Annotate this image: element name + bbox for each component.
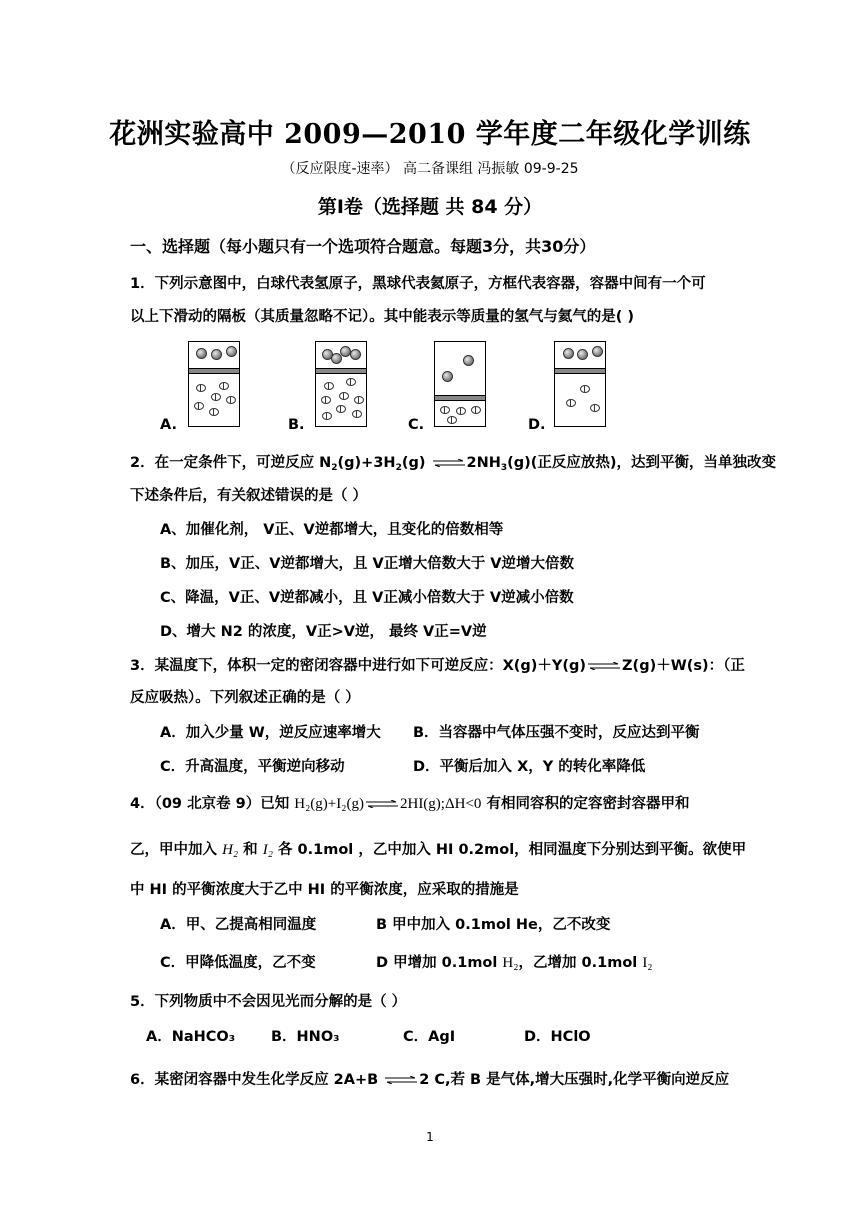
container-d-diagram: [554, 341, 606, 427]
q3-text-b: Z(g)＋W(s)：（正: [622, 658, 745, 674]
q3-option-b: B．当容器中气体压强不变时，反应达到平衡: [413, 725, 700, 741]
q4-line3: 中 HI 的平衡浓度大于乙中 HI 的平衡浓度，应采取的措施是: [130, 882, 519, 898]
q4-option-d: [376, 951, 653, 972]
q2-option-d: D、增大 N2 的浓度，V正>V逆， 最终 V正=V逆: [160, 624, 487, 640]
option-d-label: D.: [528, 417, 546, 433]
q6-line1: [130, 1068, 729, 1089]
q5-option-c: C．AgI: [403, 1029, 456, 1045]
q2-text-a: 2．在一定条件下，可逆反应 N: [130, 455, 332, 471]
option-c-label: C.: [408, 417, 425, 433]
equilibrium-arrow-icon: [385, 1076, 417, 1084]
option-a-label: A.: [160, 417, 177, 433]
q2-text-b: (g)+3H: [337, 455, 396, 471]
q4-option-a: A．甲、乙提高相同温度: [160, 917, 317, 933]
equilibrium-arrow-icon: [366, 800, 398, 808]
q4-option-d-h2: H₂: [502, 955, 519, 971]
q4-text-e: 各 0.1mol ，乙中加入 HI 0.2mol，相同温度下分别达到平衡。欲使甲: [272, 842, 747, 858]
q4-option-b: B 甲中加入 0.1mol He，乙不改变: [376, 917, 611, 933]
q4-h2: H₂: [222, 842, 239, 858]
q4-i2: I₂: [262, 842, 273, 858]
section-heading: 一、选择题（每小题只有一个选项符合题意。每题3分，共30分）: [130, 237, 596, 256]
q2-line1: [130, 451, 776, 473]
q3-option-c: C．升高温度，平衡逆向移动: [160, 759, 345, 775]
page-number: 1: [426, 1130, 434, 1144]
q4-line1: [130, 792, 689, 813]
container-c-diagram: [434, 341, 486, 427]
q4-equation-left: H₂(g)+I₂(g): [294, 796, 364, 812]
q6-text-a: 6．某密闭容器中发生化学反应 2A+B: [130, 1072, 384, 1088]
q4-text-b: 有相同容积的定容密封容器甲和: [481, 796, 690, 812]
q2-text-e: (g)(正反应放热)，达到平衡，当单独改变: [507, 455, 777, 471]
q2-text-d: 2NH: [466, 455, 501, 471]
q3-option-a: A．加入少量 W，逆反应速率增大: [160, 725, 381, 741]
q3-line1: [130, 654, 745, 675]
container-a-diagram: [188, 341, 240, 427]
q4-equation-right: 2HI(g);ΔH<0: [399, 796, 482, 812]
q5-line1: 5．下列物质中不会因见光而分解的是（ ）: [130, 994, 407, 1010]
q6-text-b: 2 C,若 B 是气体,增大压强时,化学平衡向逆反应: [419, 1072, 730, 1088]
q4-line2: [130, 838, 746, 859]
q5-option-d: D．HClO: [524, 1029, 591, 1045]
q5-option-b: B．HNO₃: [271, 1029, 340, 1045]
q4-text-c: 乙，甲中加入: [130, 842, 223, 858]
option-b-label: B.: [288, 417, 305, 433]
q2-option-a: A、加催化剂， V正、V逆都增大，且变化的倍数相等: [160, 522, 504, 538]
container-b-diagram: [315, 341, 367, 427]
equilibrium-arrow-icon: [433, 459, 465, 467]
q2-option-b: B、加压，V正、V逆都增大，且 V正增大倍数大于 V逆增大倍数: [160, 556, 575, 572]
q1-line1: 1．下列示意图中，白球代表氢原子，黑球代表氦原子，方框代表容器，容器中间有一个可: [130, 276, 706, 292]
volume-heading: 第Ⅰ卷（选择题 共 84 分）: [317, 196, 543, 218]
equilibrium-arrow-icon: [588, 662, 620, 670]
q4-option-d-i2: I₂: [642, 955, 653, 971]
q2-text-c: (g): [401, 455, 431, 471]
q4-option-c: C．甲降低温度，乙不变: [160, 955, 316, 971]
q5-option-a: A．NaHCO₃: [146, 1029, 236, 1045]
q2-line2: 下述条件后，有关叙述错误的是（ ）: [130, 488, 368, 504]
q4-option-d-text-b: ，乙增加 0.1mol: [518, 955, 643, 971]
page-title: 花洲实验高中 2009—2010 学年度二年级化学训练: [109, 119, 751, 150]
q4-text-d: 和: [238, 842, 263, 858]
q1-line2: 以上下滑动的隔板（其质量忽略不记）。其中能表示等质量的氢气与氦气的是( ): [130, 309, 635, 325]
q3-text-a: 3．某温度下，体积一定的密闭容器中进行如下可逆反应：X(g)＋Y(g): [130, 658, 587, 674]
q2-sub-n2: 2: [331, 463, 338, 473]
q3-line2: 反应吸热）。下列叙述正确的是（ ）: [130, 690, 360, 706]
page-subtitle: （反应限度-速率） 高二备课组 冯振敏 09-9-25: [281, 161, 579, 177]
q3-option-d: D．平衡后加入 X，Y 的转化率降低: [413, 759, 646, 775]
q4-text-a: 4．（09 北京卷 9）已知: [130, 796, 295, 812]
q2-option-c: C、降温，V正、V逆都减小，且 V正减小倍数大于 V逆减小倍数: [160, 590, 574, 606]
q2-sub-nh3: 3: [500, 463, 508, 473]
q2-sub-h2: 2: [395, 463, 402, 473]
q4-option-d-text-a: D 甲增加 0.1mol: [376, 955, 503, 971]
